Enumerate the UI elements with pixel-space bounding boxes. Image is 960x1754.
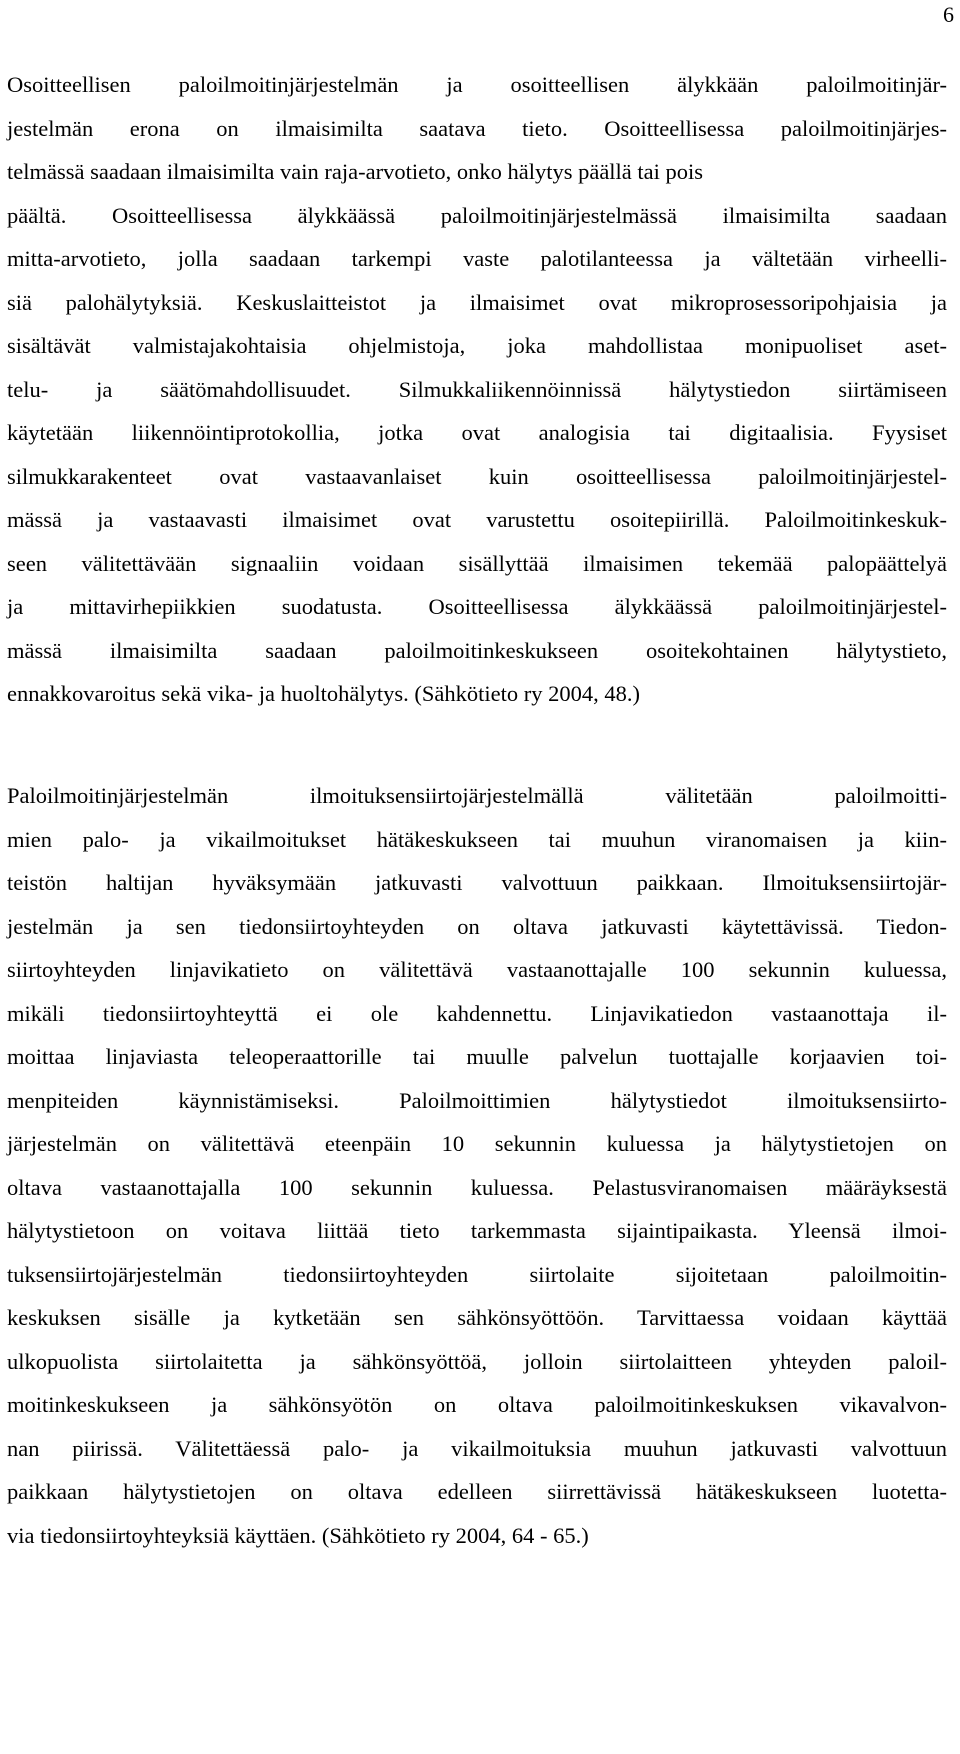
text-line: telmässä saadaan ilmaisimilta vain raja-arvotieto, onko hälytys päällä tai pois xyxy=(7,159,704,184)
text-line: mikäli tiedonsiirtoyhteyttä ei ole kahdennettu. Linjavikatiedon vastaanottaja il- xyxy=(7,1000,947,1026)
text-line: ennakkovaroitus sekä vika- ja huoltohälytys. (Sähkötieto ry 2004, 48.) xyxy=(7,681,640,706)
text-line: Paloilmoitinjärjestelmän ilmoituksensiirtojärjestelmällä välitetään paloilmoitti- xyxy=(7,783,947,808)
text-line: menpiteiden käynnistämiseksi. Paloilmoittimien hälytystiedot ilmoituksensiirto- xyxy=(7,1087,947,1113)
text-line: mässä ilmaisimilta saadaan paloilmoitinkeskukseen osoitekohtainen hälytystieto, xyxy=(7,637,947,663)
text-line: oltava vastaanottajalla 100 sekunnin kuluessa. Pelastusviranomaisen määräyksestä xyxy=(7,1174,947,1200)
text-line: siirtoyhteyden linjavikatieto on välitettävä vastaanottajalle 100 sekunnin kuluessa, xyxy=(7,957,947,982)
text-line: via tiedonsiirtoyhteyksiä käyttäen. (Sähkötieto ry 2004, 64 - 65.) xyxy=(7,1522,589,1548)
text-line: keskuksen sisälle ja kytketään sen sähkönsyöttöön. Tarvittaessa voidaan käyttää xyxy=(7,1305,947,1330)
text-line: mien palo- ja vikailmoitukset hätäkeskukseen tai muuhun viranomaisen ja kiin- xyxy=(7,826,947,852)
text-line: ulkopuolista siirtolaitetta ja sähkönsyöttöä, jolloin siirtolaitteen yhteyden paloil- xyxy=(7,1348,947,1374)
text-line: käytetään liikennöintiprotokollia, jotka ovat analogisia tai digitaalisia. Fyysiset xyxy=(7,420,947,445)
text-line: jestelmän erona on ilmaisimilta saatava tieto. Osoitteellisessa paloilmoitinjärjes- xyxy=(7,115,947,141)
text-line: järjestelmän on välitettävä eteenpäin 10 sekunnin kuluessa ja hälytystietojen on xyxy=(7,1131,947,1156)
text-line: paikkaan hälytystietojen on oltava edelleen siirrettävissä hätäkeskukseen luotetta- xyxy=(7,1479,947,1504)
text-line: moitinkeskukseen ja sähkönsyötön on oltava paloilmoitinkeskuksen vikavalvon- xyxy=(7,1392,947,1417)
page-number: 6 xyxy=(943,2,954,27)
text-line: siä palohälytyksiä. Keskuslaitteistot ja ilmaisimet ovat mikroprosessoripohjaisia ja xyxy=(7,289,947,315)
paragraph-2 xyxy=(7,774,947,1557)
paragraph-1 xyxy=(7,63,947,716)
text-line: seen välitettävään signaaliin voidaan sisällyttää ilmaisimen tekemää palopäättelyä xyxy=(7,550,947,576)
text-line: nan piirissä. Välitettäessä palo- ja vikailmoituksia muuhun jatkuvasti valvottuun xyxy=(7,1435,947,1461)
text-line: telu- ja säätömahdollisuudet. Silmukkaliikennöinnissä hälytystiedon siirtämiseen xyxy=(7,376,947,402)
text-line: Osoitteellisen paloilmoitinjärjestelmän ja osoitteellisen älykkään paloilmoitinjär- xyxy=(7,72,947,97)
text-line: ja mittavirhepiikkien suodatusta. Osoitteellisessa älykkäässä paloilmoitinjärjestel- xyxy=(7,594,947,619)
text-line: moittaa linjaviasta teleoperaattorille tai muulle palvelun tuottajalle korjaavien toi- xyxy=(7,1044,947,1069)
text-line: mitta-arvotieto, jolla saadaan tarkempi vaste palotilanteessa ja vältetään virheelli- xyxy=(7,246,947,271)
text-line: päältä. Osoitteellisessa älykkäässä paloilmoitinjärjestelmässä ilmaisimilta saadaan xyxy=(7,202,947,228)
text-line: tuksensiirtojärjestelmän tiedonsiirtoyhteyden siirtolaite sijoitetaan paloilmoitin- xyxy=(7,1261,947,1287)
text-line: teistön haltijan hyväksymään jatkuvasti valvottuun paikkaan. Ilmoituksensiirtojär- xyxy=(7,870,947,895)
text-line: jestelmän ja sen tiedonsiirtoyhteyden on oltava jatkuvasti käytettävissä. Tiedon- xyxy=(7,913,947,939)
text-line: mässä ja vastaavasti ilmaisimet ovat varustettu osoitepiirillä. Paloilmoitinkeskuk- xyxy=(7,507,947,532)
text-line: silmukkarakenteet ovat vastaavanlaiset kuin osoitteellisessa paloilmoitinjärjestel- xyxy=(7,463,947,489)
text-line: sisältävät valmistajakohtaisia ohjelmistoja, joka mahdollistaa monipuoliset aset- xyxy=(7,333,947,358)
text-line: hälytystietoon on voitava liittää tieto tarkemmasta sijaintipaikasta. Yleensä ilmoi- xyxy=(7,1218,947,1243)
